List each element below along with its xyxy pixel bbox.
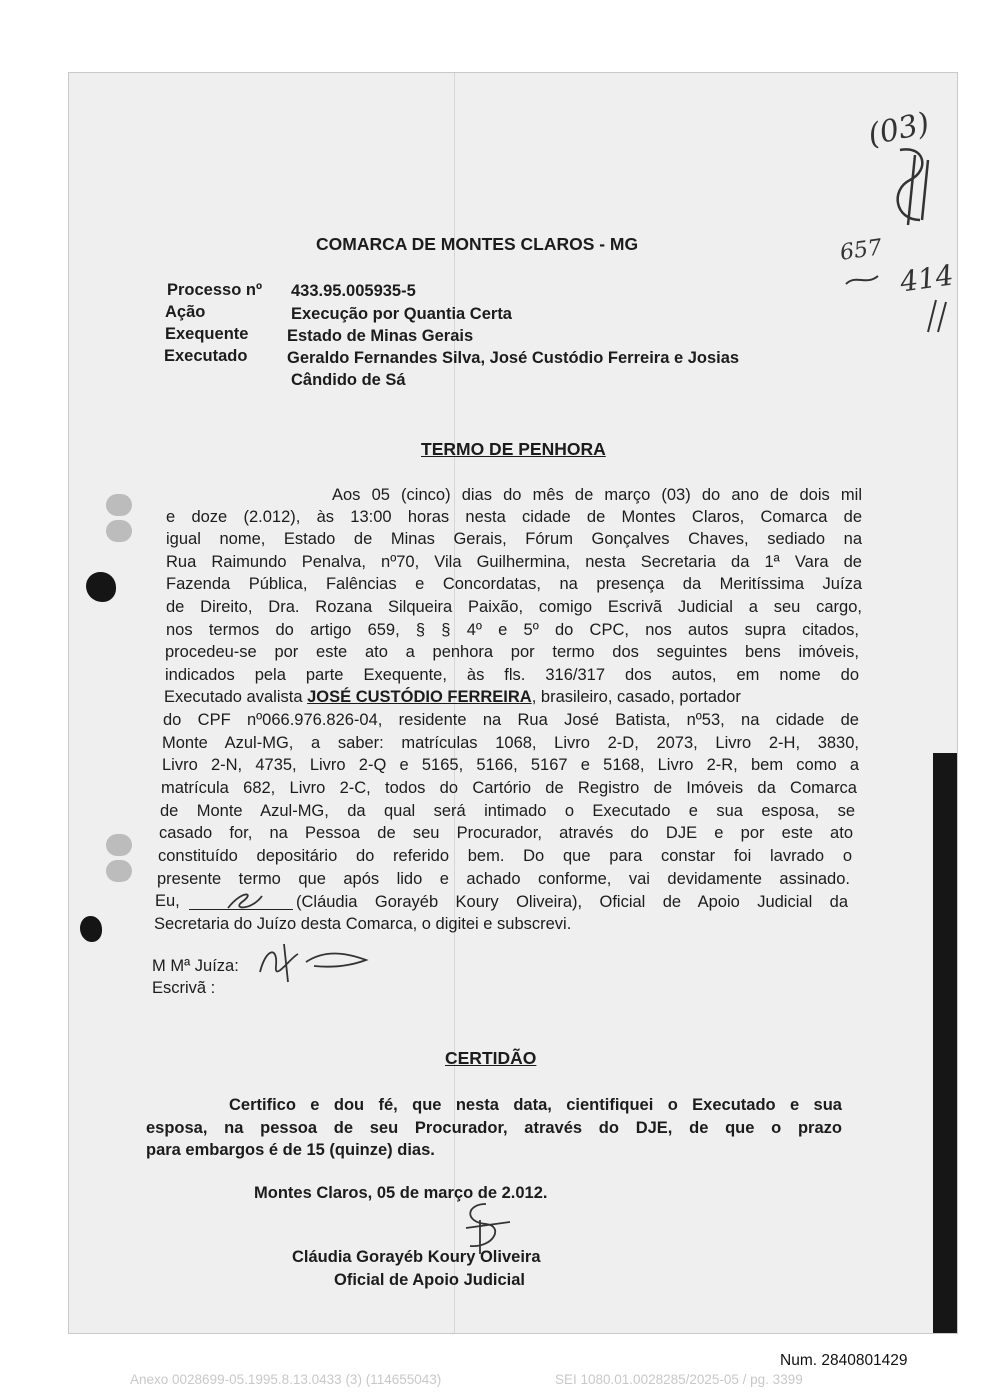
- field-label-exequente: Exequente: [165, 325, 249, 343]
- certidao-line: esposa, na pessoa de seu Procurador, através do DJE, de que o prazo: [146, 1119, 842, 1137]
- termo-line: nos termos do artigo 659, § § 4º e 5º do CPC, nos autos supra citados,: [166, 621, 859, 639]
- termo-line-suffix: , brasileiro, casado, portador: [531, 688, 741, 706]
- sei-reference: SEI 1080.01.0028285/2025-05 / pg. 3399: [555, 1372, 803, 1387]
- termo-line: Rua Raimundo Penalva, nº70, Vila Guilhermina, nesta Secretaria da 1ª Vara de: [166, 553, 862, 571]
- annex-reference: Anexo 0028699-05.1995.8.13.0433 (3) (114655043): [130, 1372, 442, 1387]
- judge-label: M Mª Juíza:: [152, 957, 239, 975]
- ink-blot: [86, 572, 116, 602]
- termo-line: constituído depositário do referido bem. Do que para constar foi lavrado o: [158, 847, 852, 865]
- termo-line: do CPF nº066.976.826-04, residente na Rua José Batista, nº53, na cidade de: [163, 711, 859, 729]
- signature-initials-icon: [222, 888, 266, 914]
- executado-name: JOSÉ CUSTÓDIO FERREIRA: [307, 688, 532, 706]
- handwritten-scribble-icon: [880, 140, 950, 230]
- eu-prefix: Eu,: [155, 892, 180, 910]
- termo-line: e doze (2.012), às 13:00 horas nesta cidade de Montes Claros, Comarca de: [166, 508, 862, 526]
- handwritten-folio: 657: [838, 235, 884, 266]
- punch-hole: [106, 520, 132, 542]
- termo-line: indicados pela parte Exequente, às fls. 316/317 dos autos, em nome do: [165, 666, 859, 684]
- ink-blot: [80, 916, 102, 942]
- termo-line: casado for, na Pessoa de seu Procurador, através do DJE e por este ato: [159, 824, 853, 842]
- clerk-label: Escrivã :: [152, 979, 216, 997]
- field-value-executado-cont: Cândido de Sá: [291, 371, 406, 389]
- field-label-executado: Executado: [164, 347, 248, 365]
- place-date: Montes Claros, 05 de março de 2.012.: [254, 1184, 548, 1202]
- termo-line: Aos 05 (cinco) dias do mês de março (03) do ano de dois mil: [332, 486, 862, 504]
- termo-line: igual nome, Estado de Minas Gerais, Fórum Gonçalves Chaves, sediado na: [166, 530, 862, 548]
- termo-last-line: Secretaria do Juízo desta Comarca, o digitei e subscrevi.: [154, 915, 572, 933]
- field-value-executado: Geraldo Fernandes Silva, José Custódio Ferreira e Josias: [287, 349, 740, 367]
- handwritten-number: (03): [865, 105, 933, 154]
- scan-edge-shadow: [933, 753, 957, 1334]
- field-value-processo: 433.95.005935-5: [291, 282, 416, 300]
- termo-title: TERMO DE PENHORA: [421, 439, 606, 459]
- signer-name: Cláudia Gorayéb Koury Oliveira: [292, 1248, 541, 1266]
- certidao-line: para embargos é de 15 (quinze) dias.: [146, 1141, 435, 1159]
- court-header: COMARCA DE MONTES CLAROS - MG: [316, 234, 639, 254]
- termo-line: Fazenda Pública, Falências e Concordatas, na presença da Meritíssima Juíza: [166, 575, 862, 593]
- termo-line: Livro 2-N, 4735, Livro 2-Q e 5165, 5166, 5167 e 5168, Livro 2-R, bem como a: [162, 756, 859, 774]
- signer-role: Oficial de Apoio Judicial: [334, 1271, 526, 1289]
- termo-line-prefix: Executado avalista: [164, 688, 303, 706]
- eu-suffix: (Cláudia Gorayéb Koury Oliveira), Oficial de Apoio Judicial da: [296, 893, 848, 911]
- termo-line: procedeu-se por este ato a penhora por termo dos seguintes bens imóveis,: [165, 643, 859, 661]
- document-number: Num. 2840801429: [780, 1352, 908, 1369]
- termo-line: de Monte Azul-MG, da qual será intimado o Executado e sua esposa, se: [160, 802, 855, 820]
- certidao-title: CERTIDÃO: [445, 1048, 537, 1068]
- termo-line: de Direito, Dra. Rozana Silqueira Paixão, comigo Escrivã Judicial a seu cargo,: [166, 598, 862, 616]
- punch-hole: [106, 860, 132, 882]
- handwritten-mark-icon: [920, 296, 950, 336]
- termo-line: Monte Azul-MG, a saber: matrículas 1068, Livro 2-D, 2073, Livro 2-H, 3830,: [162, 734, 859, 752]
- punch-hole: [106, 494, 132, 516]
- termo-line: matrícula 682, Livro 2-C, todos do Cartório de Registro de Imóveis da Comarca: [161, 779, 857, 797]
- field-value-exequente: Estado de Minas Gerais: [287, 327, 474, 345]
- certidao-line: Certifico e dou fé, que nesta data, cientifiquei o Executado e sua: [229, 1096, 842, 1114]
- termo-line: presente termo que após lido e achado conforme, vai devidamente assinado.: [157, 870, 850, 888]
- judge-signature-icon: [254, 938, 378, 986]
- termo-line: [164, 688, 741, 707]
- handwritten-folio: 414: [897, 258, 956, 299]
- handwritten-mark-icon: [842, 270, 882, 290]
- field-label-processo: Processo nº: [167, 281, 262, 299]
- field-label-acao: Ação: [165, 303, 206, 321]
- punch-hole: [106, 834, 132, 856]
- field-value-acao: Execução por Quantia Certa: [291, 305, 512, 323]
